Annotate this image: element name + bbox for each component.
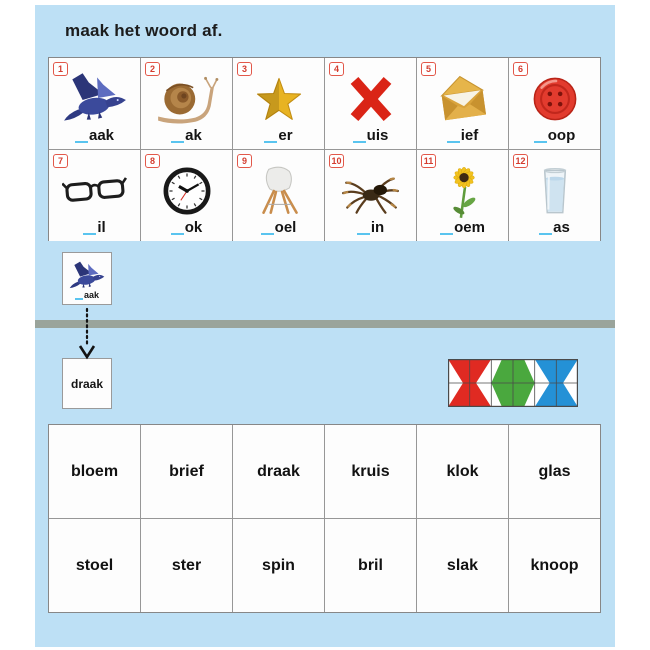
picture-card — [325, 58, 416, 149]
page-title: maak het woord af. — [65, 21, 223, 40]
mosaic-pattern-strip — [448, 359, 578, 407]
blank-line — [440, 231, 453, 235]
card-number: 8 — [149, 156, 155, 166]
worksheet-paper — [35, 5, 615, 647]
word-fragment-line — [447, 128, 479, 143]
word-card: glas — [509, 425, 600, 518]
chair-image — [246, 164, 312, 218]
dragon-image — [62, 72, 128, 126]
down-arrow-icon — [77, 306, 97, 360]
word-fragment: ok — [184, 219, 203, 236]
example-picture-card — [62, 252, 112, 305]
card-number-badge — [421, 154, 436, 168]
word-fragment-line — [264, 128, 292, 143]
card-number-badge — [53, 62, 68, 76]
word-card: klok — [417, 425, 508, 518]
blank-line — [264, 139, 277, 143]
card-number-badge — [329, 154, 344, 168]
word-card: bloem — [49, 425, 140, 518]
word-card: spin — [233, 519, 324, 612]
word-fragment-line — [440, 220, 485, 235]
word-fragment: ak — [185, 127, 202, 144]
flower-image — [430, 164, 496, 218]
picture-card — [141, 58, 232, 149]
word-fragment: oop — [547, 127, 576, 144]
card-number: 4 — [333, 64, 339, 74]
blank-line — [261, 231, 274, 235]
picture-card — [509, 58, 600, 149]
dragon-image — [67, 261, 107, 291]
word-fragment-line — [357, 220, 384, 235]
blank-line — [171, 231, 184, 235]
card-number-badge — [237, 62, 252, 76]
blank-line — [447, 139, 460, 143]
word-fragment-line — [83, 220, 105, 235]
word-card: knoop — [509, 519, 600, 612]
card-number: 10 — [331, 156, 342, 166]
word-fragment: aak — [88, 127, 115, 144]
spider-image — [338, 164, 404, 218]
word-card: ster — [141, 519, 232, 612]
word-fragment: oel — [274, 219, 297, 236]
example-picture-use — [70, 262, 105, 289]
word-fragment-line — [261, 220, 297, 235]
blank-line — [534, 139, 547, 143]
card-number: 5 — [425, 64, 431, 74]
snail-image — [154, 72, 220, 126]
picture-card — [49, 58, 140, 149]
glasses-image — [62, 164, 128, 218]
card-number-badge — [145, 62, 160, 76]
word-card: bril — [325, 519, 416, 612]
picture-card — [233, 58, 324, 149]
clock-image — [154, 164, 220, 218]
star-image — [246, 72, 312, 126]
button-image — [522, 72, 588, 126]
card-number-badge — [145, 154, 160, 168]
blank-line — [75, 139, 88, 143]
blank-line — [171, 139, 184, 143]
word-fragment: as — [553, 219, 570, 236]
word-card: stoel — [49, 519, 140, 612]
picture-card — [509, 150, 600, 241]
picture-card — [49, 150, 140, 241]
word-card: slak — [417, 519, 508, 612]
word-fragment-line — [534, 128, 576, 143]
card-number-badge — [513, 154, 528, 168]
word-fragment: il — [97, 219, 106, 236]
picture-card — [141, 150, 232, 241]
card-number: 6 — [517, 64, 523, 74]
word-card: brief — [141, 425, 232, 518]
word-fragment-line — [539, 220, 570, 235]
word-fragment-line — [171, 128, 202, 143]
word-card: draak — [233, 425, 324, 518]
blank-line — [357, 231, 370, 235]
word-fragment: oem — [454, 219, 485, 236]
card-number-badge — [513, 62, 528, 76]
card-number: 12 — [515, 156, 526, 166]
word-fragment: in — [370, 219, 385, 236]
example-fragment-text: aak — [83, 290, 100, 300]
blank-line — [75, 297, 83, 300]
word-fragment-line — [75, 128, 114, 143]
picture-card — [233, 150, 324, 241]
card-number: 1 — [57, 64, 63, 74]
section-divider-bar — [35, 320, 615, 328]
card-number: 7 — [57, 156, 63, 166]
card-number: 3 — [241, 64, 247, 74]
word-fragment: er — [278, 127, 293, 144]
card-number: 9 — [241, 156, 247, 166]
card-number: 2 — [149, 64, 155, 74]
example-word-fragment — [75, 291, 99, 300]
card-number-badge — [421, 62, 436, 76]
glass-image — [522, 164, 588, 218]
word-fragment-line — [353, 128, 389, 143]
example-answer-text: draak — [70, 376, 104, 391]
blank-line — [353, 139, 366, 143]
card-number: 11 — [423, 156, 434, 166]
blank-line — [539, 231, 552, 235]
picture-card — [417, 58, 508, 149]
picture-card — [417, 150, 508, 241]
picture-grid — [48, 57, 601, 241]
card-number-badge — [53, 154, 68, 168]
word-grid — [48, 424, 601, 613]
word-card: kruis — [325, 425, 416, 518]
blank-line — [83, 231, 96, 235]
picture-card — [325, 150, 416, 241]
card-number-badge — [329, 62, 344, 76]
example-answer-card — [62, 358, 112, 409]
cross-image — [338, 72, 404, 126]
word-fragment: uis — [366, 127, 389, 144]
word-fragment: ief — [460, 127, 479, 144]
envelope-image — [430, 72, 496, 126]
card-number-badge — [237, 154, 252, 168]
word-fragment-line — [171, 220, 203, 235]
